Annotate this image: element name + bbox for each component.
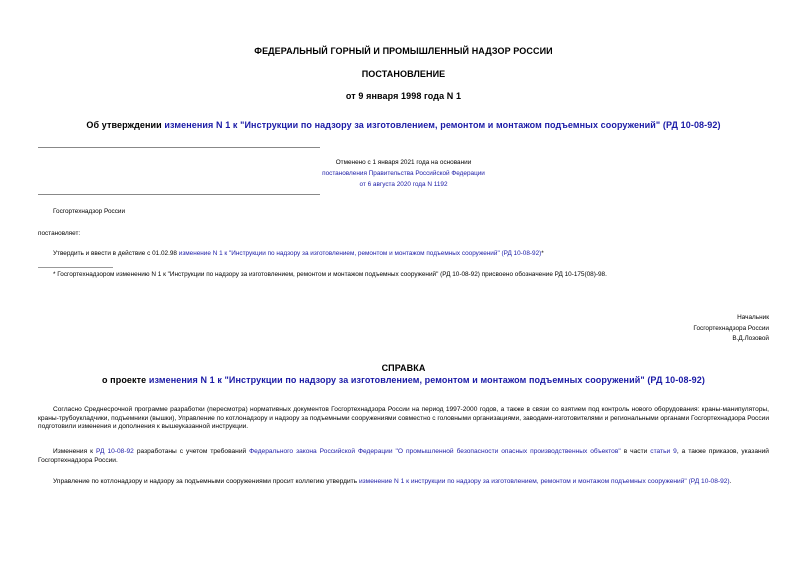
date-heading: от 9 января 1998 года N 1 bbox=[345, 91, 462, 101]
signature-org: Госгортехнадзора России bbox=[693, 324, 769, 332]
title-prefix: Об утверждении bbox=[86, 120, 165, 130]
title-link[interactable]: изменения N 1 к "Инструкции по надзору за изготовлением, ремонтом и монтажом подъемных сооружений" (РД 10-08-92) bbox=[164, 120, 721, 130]
agency-heading: ФЕДЕРАЛЬНЫЙ ГОРНЫЙ И ПРОМЫШЛЕННЫЙ НАДЗОР РОССИИ bbox=[254, 46, 553, 56]
para2-text-c: в части bbox=[620, 448, 651, 455]
reference-paragraph-3 bbox=[38, 478, 769, 487]
reference-subtitle-prefix: о проекте bbox=[101, 375, 149, 385]
para3-link[interactable]: изменение N 1 к инструкции по надзору за изготовлением, ремонтом и монтажом подъемных сооружений" (РД 10-08-92) bbox=[358, 478, 730, 485]
para2-link-rd[interactable]: РД 10-08-92 bbox=[96, 448, 134, 455]
footnote-divider bbox=[38, 267, 113, 268]
signature-block bbox=[560, 313, 769, 345]
para2-link-article[interactable]: статьи 9 bbox=[650, 448, 677, 455]
cancel-line-1: Отменено с 1 января 2021 года на основании bbox=[335, 159, 472, 166]
reference-paragraph-1: Согласно Среднесрочной программе разработки (пересмотра) нормативных документов Госгортехнадзора России на период 1997-2000 годов, а также в связи со взятием под контроль нового оборудования: краны-манипуляторы, краны-трубоукладчики, подъемники (вышки), Управление по котлонадзору и надзору за подъемными сооружениями совместно с головными организациями, заводами-изготовителями и региональными органами Госгортехнадзора России подготовили изменения и дополнения к вышеуказанной инструкции. bbox=[38, 406, 769, 431]
cancel-link-date[interactable]: от 6 августа 2020 года N 1192 bbox=[359, 181, 448, 188]
para2-text-d: , а также приказов, указаний Госгортехнадзора России. bbox=[38, 448, 769, 464]
para2-text-b: разработаны с учетом требований bbox=[133, 448, 250, 455]
approve-prefix: Утвердить и ввести в действие с 01.02.98 bbox=[53, 250, 179, 257]
para2-link-federal-law[interactable]: Федерального закона Российской Федерации "О промышленной безопасности опасных производственных объектов" bbox=[249, 448, 621, 455]
divider-bottom bbox=[38, 194, 320, 195]
org-name: Госгортехнадзор России bbox=[53, 208, 126, 215]
para3-text-a: Управление по котлонадзору и надзору за подъемными сооружениями просит коллегию утвердить bbox=[53, 478, 359, 485]
para2-text-a: Изменения к bbox=[53, 448, 97, 455]
approve-link[interactable]: изменение N 1 к "Инструкции по надзору за изготовлением, ремонтом и монтажом подъемных сооружений" (РД 10-08-92) bbox=[178, 250, 542, 257]
cancel-notice bbox=[0, 157, 807, 190]
decides-label: постановляет: bbox=[38, 230, 81, 237]
reference-subtitle bbox=[0, 375, 807, 385]
reference-subtitle-link[interactable]: изменения N 1 к "Инструкции по надзору за изготовлением, ремонтом и монтажом подъемных сооружений" (РД 10-08-92) bbox=[148, 375, 705, 385]
para3-text-b: . bbox=[729, 478, 732, 485]
approve-asterisk: * bbox=[541, 250, 544, 257]
reference-title: СПРАВКА bbox=[381, 363, 426, 373]
footnote: * Госгортехнадзором изменению N 1 к "Инструкции по надзору за изготовлением, ремонтом и монтажом подъемных сооружений" (РД 10-08-92) присвоено обозначение РД 10-175(08)-98. bbox=[53, 271, 607, 278]
reference-paragraph-2 bbox=[38, 448, 769, 465]
cancel-link-resolution[interactable]: постановления Правительства Российской Федерации bbox=[322, 170, 485, 177]
divider-top bbox=[38, 147, 320, 148]
signature-position: Начальник bbox=[737, 314, 769, 321]
document-title bbox=[0, 120, 807, 130]
approve-paragraph bbox=[53, 249, 544, 259]
doc-type-heading: ПОСТАНОВЛЕНИЕ bbox=[361, 69, 446, 79]
signature-name: В.Д.Лозовой bbox=[732, 335, 769, 342]
